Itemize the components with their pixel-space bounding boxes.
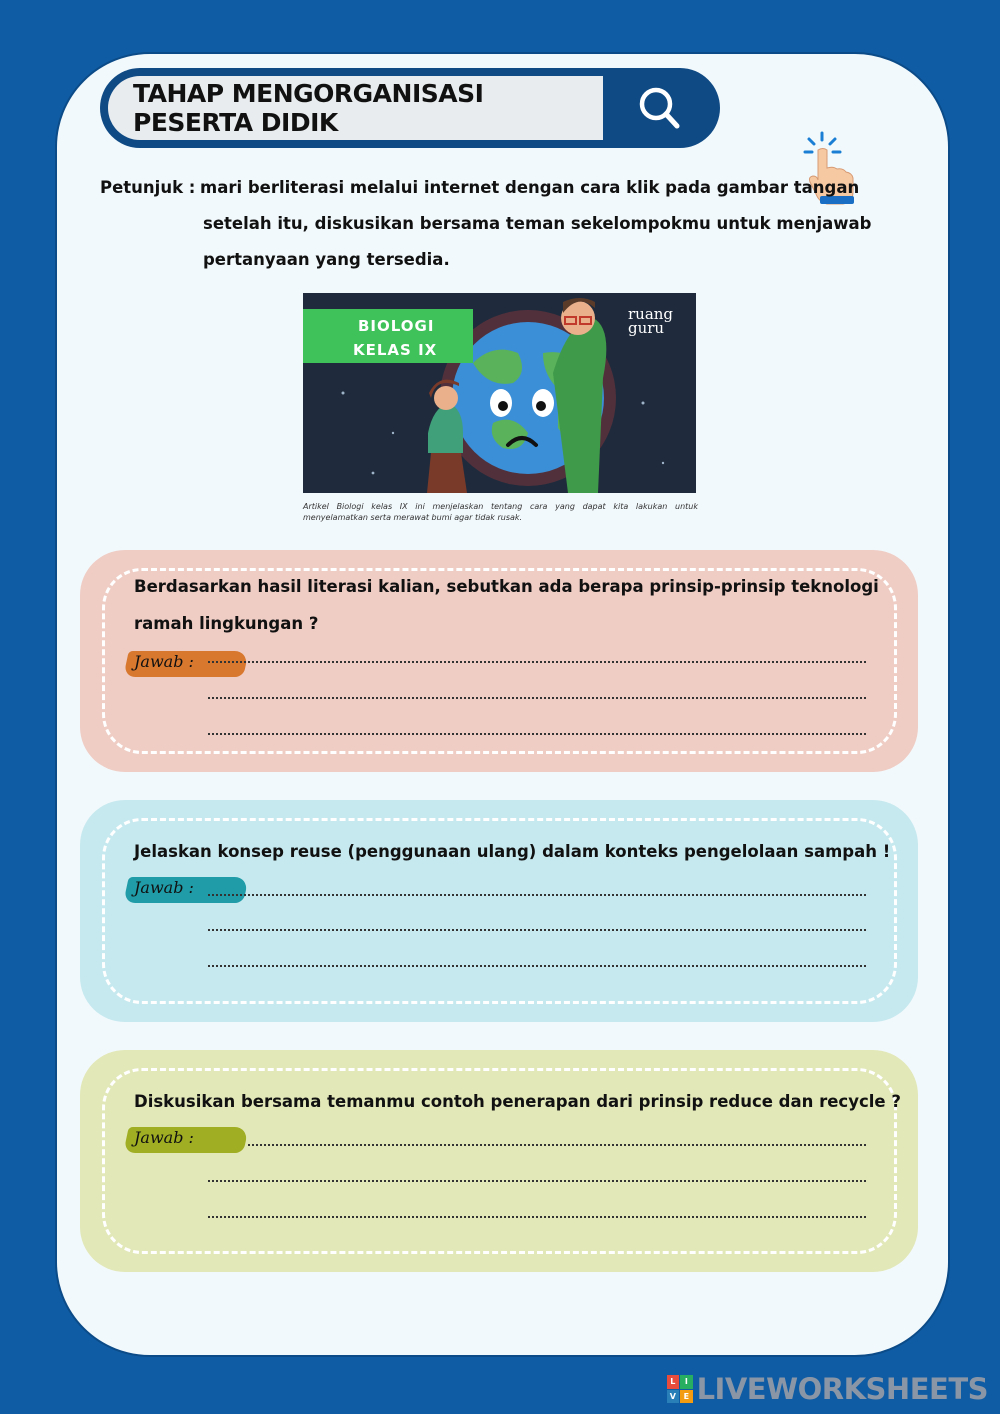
answer-line-1[interactable]: [208, 661, 866, 663]
article-caption: Artikel Biologi kelas IX ini menjelaskan tentang cara yang dapat kita lakukan untuk menyelamatkan serta merawat bumi agar tidak rusak.: [303, 502, 698, 522]
instructions-label: Petunjuk :: [100, 178, 196, 197]
article-thumbnail[interactable]: [303, 293, 696, 493]
instructions-line-3: pertanyaan yang tersedia.: [203, 250, 450, 269]
liveworksheets-watermark[interactable]: [667, 1372, 988, 1406]
question-card-3: [80, 1050, 918, 1272]
answer-line-3[interactable]: [208, 965, 866, 967]
answer-line-1[interactable]: [208, 894, 866, 896]
instructions-line-2: setelah itu, diskusikan bersama teman sekelompokmu untuk menjawab: [203, 214, 872, 233]
question-card-1: [80, 550, 918, 772]
answer-label-3: [126, 1123, 251, 1157]
search-icon[interactable]: [625, 80, 695, 136]
question-1-line-2: ramah lingkungan ?: [134, 614, 319, 633]
subject-label: BIOLOGI: [358, 317, 435, 335]
logo-letter-l: L: [667, 1375, 680, 1389]
question-text-1: [134, 568, 879, 642]
logo-letter-e: E: [680, 1390, 693, 1404]
answer-line-2[interactable]: [208, 1180, 866, 1182]
logo-letter-v: V: [667, 1390, 680, 1404]
title-field: [108, 76, 603, 140]
answer-label-2: [126, 873, 251, 907]
answer-label-text: Jawab :: [134, 1128, 194, 1147]
liveworksheets-logo-icon: [667, 1375, 693, 1403]
brand-logo-line-1: ruang: [628, 305, 674, 323]
title-search-bar: [100, 68, 720, 148]
page-title: TAHAP MENGORGANISASI PESERTA DIDIK: [133, 79, 484, 137]
logo-letter-i: I: [680, 1375, 693, 1389]
brand-logo: [628, 307, 673, 335]
answer-label-text: Jawab :: [134, 652, 194, 671]
answer-label-1: [126, 647, 251, 681]
question-text-3: Diskusikan bersama temanmu contoh penerapan dari prinsip reduce dan recycle ?: [134, 1092, 901, 1111]
answer-line-3[interactable]: [208, 1216, 866, 1218]
answer-line-3[interactable]: [208, 733, 866, 735]
answer-line-1[interactable]: [248, 1144, 866, 1146]
answer-line-2[interactable]: [208, 929, 866, 931]
watermark-text: LIVEWORKSHEETS: [696, 1372, 988, 1406]
question-1-line-1: Berdasarkan hasil literasi kalian, sebutkan ada berapa prinsip-prinsip teknologi: [134, 577, 879, 596]
class-label: KELAS IX: [353, 341, 438, 359]
instructions-line-1: mari berliterasi melalui internet dengan cara klik pada gambar tangan: [200, 178, 860, 197]
answer-label-text: Jawab :: [134, 878, 194, 897]
answer-line-2[interactable]: [208, 697, 866, 699]
instructions: [100, 170, 872, 278]
brand-logo-line-2: guru: [628, 319, 665, 337]
question-text-2: Jelaskan konsep reuse (penggunaan ulang) dalam konteks pengelolaan sampah !: [134, 842, 891, 861]
question-card-2: [80, 800, 918, 1022]
